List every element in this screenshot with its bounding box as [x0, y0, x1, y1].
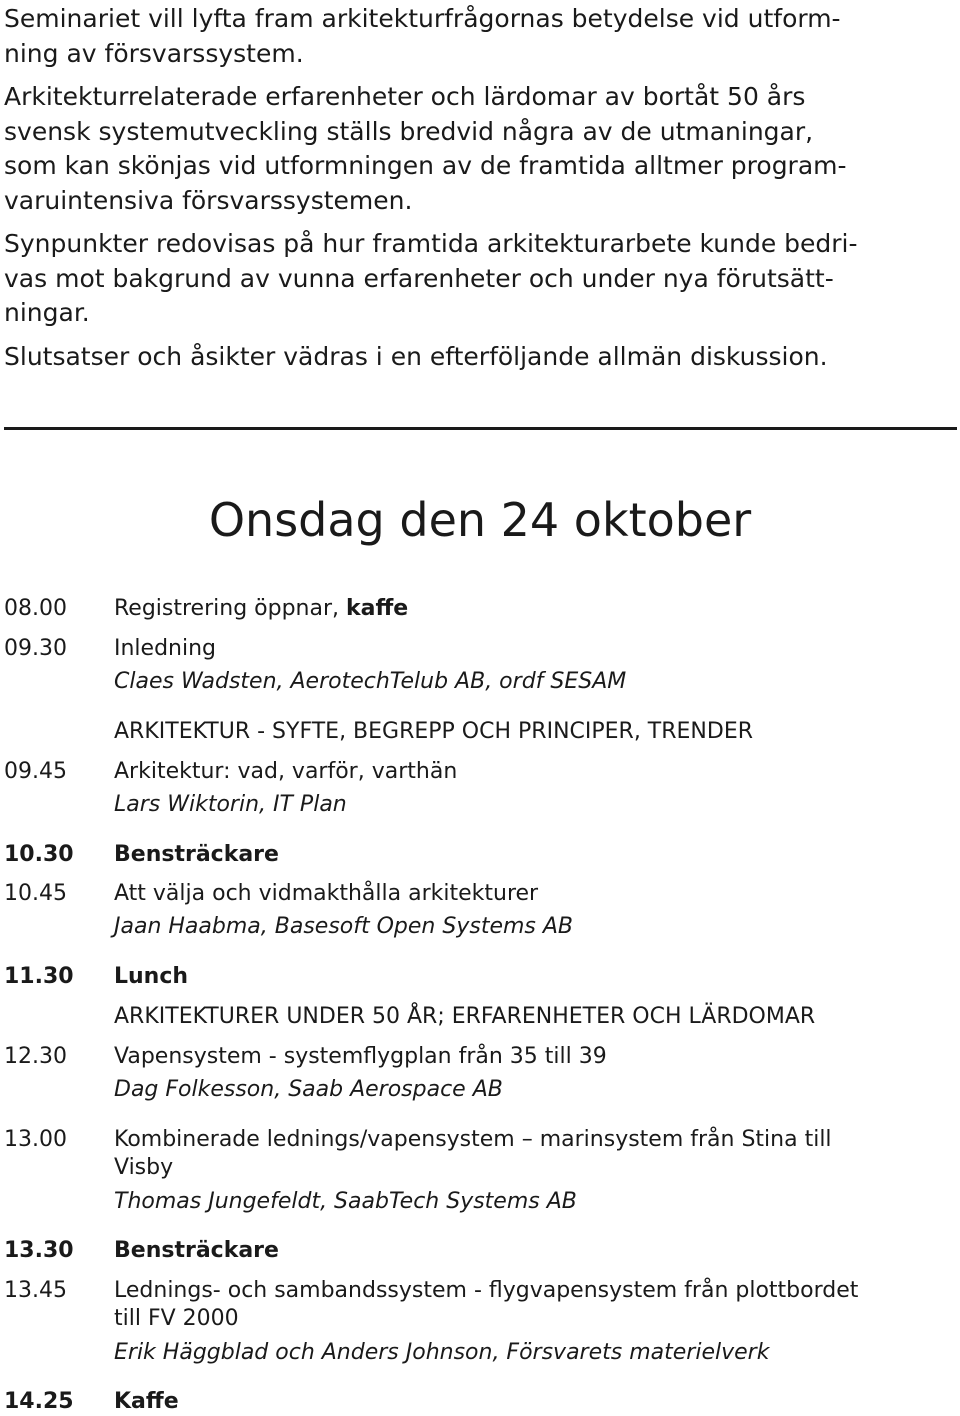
program-time: 11.30: [4, 964, 74, 989]
program-title: [114, 595, 944, 623]
program-title-line: Lednings- och sambandssystem - flygvapensystem från plottbordet: [114, 1278, 859, 1303]
program-time: 13.30: [4, 1238, 74, 1263]
program-speaker: Dag Folkesson, Saab Aerospace AB: [114, 1077, 503, 1102]
program-time: 13.45: [4, 1278, 67, 1303]
program-time: 12.30: [4, 1044, 67, 1069]
program-title-line: Kombinerade lednings/vapensystem – marinsystem från Stina till: [114, 1127, 832, 1152]
program-title: Lunch: [114, 964, 189, 989]
section-heading-2: ARKITEKTURER UNDER 50 ÅR; ERFARENHETER OCH LÄRDOMAR: [114, 1004, 816, 1029]
program-speaker: Lars Wiktorin, IT Plan: [114, 792, 347, 817]
intro-line: Synpunkter redovisas på hur framtida arkitekturarbete kunde bedri-: [4, 229, 858, 258]
intro-line: Seminariet vill lyfta fram arkitekturfrågornas betydelse vid utform-: [4, 4, 841, 33]
program-time: 09.45: [4, 759, 67, 784]
program-title: Att välja och vidmakthålla arkitekturer: [114, 881, 539, 906]
day-title: Onsdag den 24 oktober: [208, 493, 752, 547]
program-title-bold: kaffe: [346, 596, 409, 621]
intro-line: svensk systemutveckling ställs bredvid några av de utmaningar,: [4, 116, 814, 146]
program-time: 08.00: [4, 596, 67, 621]
program-title-line: till FV 2000: [114, 1306, 239, 1331]
intro-line: ningar.: [4, 298, 90, 327]
program-title: Arkitektur: vad, varför, varthän: [114, 759, 458, 784]
program-time: 10.30: [4, 842, 74, 867]
program-title: [114, 1126, 944, 1182]
program-title: Bensträckare: [114, 842, 279, 867]
program-speaker: Claes Wadsten, AerotechTelub AB, ordf SESAM: [114, 669, 627, 694]
intro-line: ning av försvarssystem.: [4, 38, 304, 68]
intro-paragraph-2: [4, 80, 954, 218]
horizontal-divider: [4, 427, 957, 430]
intro-line: som kan skönjas vid utformningen av de framtida alltmer program-: [4, 151, 847, 180]
program-title: Bensträckare: [114, 1238, 279, 1263]
program-title: Kaffe: [114, 1389, 179, 1414]
intro-line: Slutsatser och åsikter vädras i en efterföljande allmän diskussion.: [4, 341, 828, 371]
intro-line: Arkitekturrelaterade erfarenheter och lärdomar av bortåt 50 års: [4, 82, 806, 111]
intro-paragraph-4: [4, 340, 954, 375]
program-title: Inledning: [114, 636, 217, 661]
program-title-line: Visby: [114, 1155, 174, 1180]
program-title: Vapensystem - systemflygplan från 35 till 39: [114, 1044, 607, 1069]
program-title-text: Registrering öppnar,: [114, 596, 346, 621]
intro-paragraph-1: [4, 2, 954, 71]
program-time: 09.30: [4, 636, 67, 661]
intro-text: [4, 2, 954, 383]
intro-line: vas mot bakgrund av vunna erfarenheter och under nya förutsätt-: [4, 263, 834, 293]
intro-line: varuintensiva försvarssystemen.: [4, 185, 413, 215]
program-speaker: Jaan Haabma, Basesoft Open Systems AB: [114, 914, 574, 939]
program-title: [114, 1277, 944, 1333]
intro-paragraph-3: [4, 227, 954, 331]
program-speaker: Thomas Jungefeldt, SaabTech Systems AB: [114, 1189, 577, 1214]
program-time: 14.25: [4, 1389, 74, 1414]
program-time: 10.45: [4, 881, 67, 906]
program-time: 13.00: [4, 1127, 67, 1152]
program-speaker: Erik Häggblad och Anders Johnson, Försvarets materielverk: [114, 1340, 770, 1365]
section-heading-1: ARKITEKTUR - SYFTE, BEGREPP OCH PRINCIPER, TRENDER: [114, 719, 754, 744]
